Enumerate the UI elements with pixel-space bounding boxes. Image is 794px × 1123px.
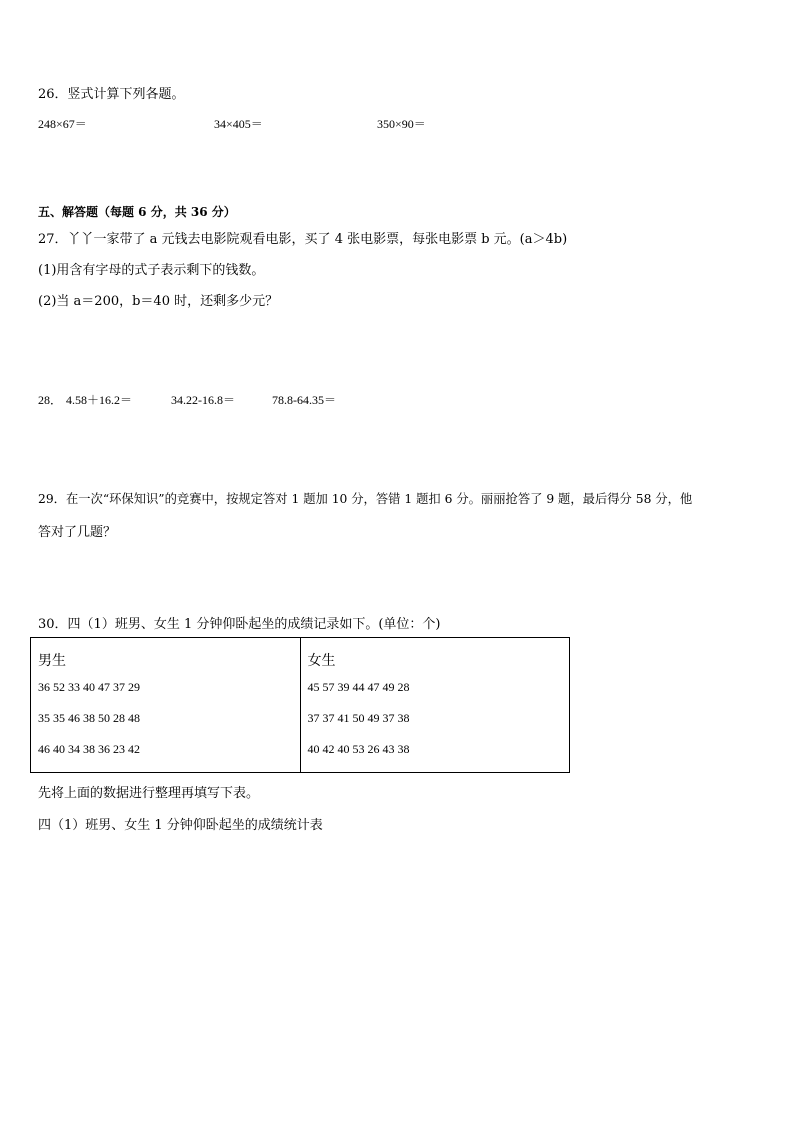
section-heading: 五、解答题（每题 6 分，共 36 分）: [38, 205, 236, 219]
q28-item-3: 78.8-64.35＝: [272, 393, 336, 407]
q26-title: 26．竖式计算下列各题。: [38, 87, 185, 102]
q27-part1: (1)用含有字母的式子表示剩下的钱数。: [38, 263, 265, 278]
boys-column: [31, 638, 301, 773]
girls-column: [300, 638, 570, 773]
q29-line1: 29．在一次“环保知识”的竞赛中，按规定答对 1 题加 10 分，答错 1 题扣 6 分。丽丽抢答了 9 题，最后得分 58 分，他: [38, 492, 693, 506]
girls-row-3: 40 42 40 53 26 43 38: [307, 742, 410, 756]
girls-row-2: 37 37 41 50 49 37 38: [307, 711, 410, 725]
q30-table-title: 四（1）班男、女生 1 分钟仰卧起坐的成绩统计表: [38, 818, 323, 833]
boys-row-1: 36 52 33 40 47 37 29: [38, 680, 140, 694]
q28-label: 28．: [38, 393, 63, 407]
q26-item-2: 34×405＝: [214, 117, 263, 131]
boys-row-2: 35 35 46 38 50 28 48: [38, 711, 140, 725]
q27-part2: (2)当 a＝200，b＝40 时，还剩多少元？: [38, 294, 279, 309]
q26-item-3: 350×90＝: [377, 117, 426, 131]
q30-stem: 30．四（1）班男、女生 1 分钟仰卧起坐的成绩记录如下。(单位：个): [38, 617, 441, 632]
boys-header: 男生: [38, 653, 66, 669]
girls-header: 女生: [307, 653, 336, 669]
boys-row-3: 46 40 34 38 36 23 42: [38, 742, 140, 756]
q29-line2: 答对了几题？: [38, 525, 117, 540]
q28-item-1: 4.58＋16.2＝: [66, 393, 133, 407]
scores-record-table: [30, 637, 570, 773]
q26-item-1: 248×67＝: [38, 117, 87, 131]
q27-stem: 27．丫丫一家带了 a 元钱去电影院观看电影，买了 4 张电影票，每张电影票 b 元。(a＞4b): [38, 232, 568, 247]
q28-item-2: 34.22-16.8＝: [171, 393, 235, 407]
girls-row-1: 45 57 39 44 47 49 28: [307, 680, 410, 694]
q30-instruction: 先将上面的数据进行整理再填写下表。: [38, 786, 260, 801]
